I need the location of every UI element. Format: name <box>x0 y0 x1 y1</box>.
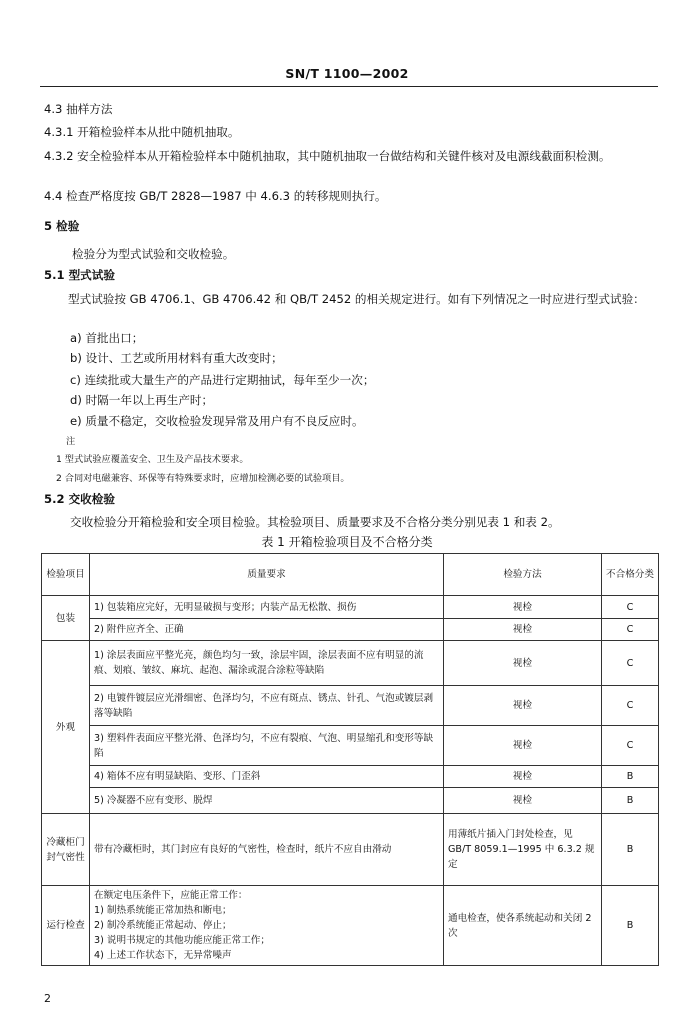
table-row <box>42 886 659 966</box>
list-item-a: a) 首批出口； <box>70 331 144 345</box>
list-item-d: d) 时隔一年以上再生产时； <box>70 393 214 407</box>
list-item-c: c) 连续批或大量生产的产品进行定期抽试，每年至少一次； <box>70 373 375 387</box>
table-row <box>42 814 659 886</box>
header-item: 检验项目 <box>42 554 90 596</box>
item-appearance: 外观 <box>42 641 90 814</box>
operation-line: 2) 制冷系统能正常起动、停止； <box>94 920 232 931</box>
class-cell: C <box>602 726 659 766</box>
note-label: 注 <box>66 436 76 447</box>
requirement-cell <box>90 886 444 966</box>
requirement-cell: 2) 附件应齐全、正确 <box>90 619 444 641</box>
table-row <box>42 641 659 686</box>
clause-5-2-text: 交收检验分开箱检验和安全项目检验。其检验项目、质量要求及不合格分类分别见表 1 和表 2。 <box>70 515 560 529</box>
table-row <box>42 766 659 788</box>
header-requirement: 质量要求 <box>90 554 444 596</box>
list-item-e: e) 质量不稳定，交收检验发现异常及用户有不良反应时。 <box>70 414 364 428</box>
section-5-heading: 5 检验 <box>44 219 80 233</box>
list-item-b: b) 设计、工艺或所用材料有重大改变时； <box>70 351 283 365</box>
table-1 <box>41 553 659 966</box>
method-cell: 视检 <box>444 619 602 641</box>
table-row <box>42 596 659 619</box>
class-cell: C <box>602 619 659 641</box>
table-row <box>42 686 659 726</box>
table-1-caption: 表 1 开箱检验项目及不合格分类 <box>261 535 433 549</box>
method-cell: 视检 <box>444 788 602 814</box>
class-cell: C <box>602 641 659 686</box>
method-cell: 用薄纸片插入门封处检查，见 GB/T 8059.1—1995 中 6.3.2 规定 <box>444 814 602 886</box>
requirement-cell: 1) 包装箱应完好，无明显破损与变形；内装产品无松散、损伤 <box>90 596 444 619</box>
operation-line: 3) 说明书规定的其他功能应能正常工作； <box>94 935 270 946</box>
method-cell: 视检 <box>444 596 602 619</box>
requirement-cell: 3) 塑料件表面应平整光滑、色泽均匀，不应有裂痕、气泡、明显缩孔和变形等缺陷 <box>90 726 444 766</box>
header-method: 检验方法 <box>444 554 602 596</box>
note-2: 2 合同对电磁兼容、环保等有特殊要求时，应增加检测必要的试验项目。 <box>56 473 350 484</box>
item-packing: 包装 <box>42 596 90 641</box>
table-row <box>42 788 659 814</box>
method-cell: 视检 <box>444 686 602 726</box>
class-cell: B <box>602 886 659 966</box>
header-class: 不合格分类 <box>602 554 659 596</box>
class-cell: C <box>602 596 659 619</box>
clause-5-2-heading: 5.2 交收检验 <box>44 492 115 506</box>
operation-line: 4) 上述工作状态下，无异常噪声 <box>94 950 232 961</box>
method-cell: 视检 <box>444 726 602 766</box>
class-cell: B <box>602 766 659 788</box>
clause-4-4: 4.4 检查严格度按 GB/T 2828—1987 中 4.6.3 的转移规则执行。 <box>44 189 387 203</box>
section-5-intro: 检验分为型式试验和交收检验。 <box>72 247 235 261</box>
operation-line: 在额定电压条件下，应能正常工作： <box>94 890 248 901</box>
method-cell: 视检 <box>444 766 602 788</box>
clause-5-1-heading: 5.1 型式试验 <box>44 268 115 282</box>
item-door-seal: 冷藏柜门封气密性 <box>42 814 90 886</box>
operation-line: 1) 制热系统能正常加热和断电； <box>94 905 232 916</box>
clause-4-3-1: 4.3.1 开箱检验样本从批中随机抽取。 <box>44 125 240 139</box>
page-number: 2 <box>44 992 51 1005</box>
clause-4-3-heading: 4.3 抽样方法 <box>44 102 113 116</box>
table-row <box>42 726 659 766</box>
class-cell: B <box>602 788 659 814</box>
note-1: 1 型式试验应覆盖安全、卫生及产品技术要求。 <box>56 454 249 465</box>
header-rule <box>40 86 658 87</box>
clause-5-1-text: 型式试验按 GB 4706.1、GB 4706.42 和 QB/T 2452 的相关规定进行。如有下列情况之一时应进行型式试验： <box>68 292 645 306</box>
requirement-cell: 1) 涂层表面应平整光亮，颜色均匀一致，涂层牢固，涂层表面不应有明显的流痕、划痕、皱纹、麻坑、起泡、漏涂或混合涂粒等缺陷 <box>90 641 444 686</box>
item-operation: 运行检查 <box>42 886 90 966</box>
requirement-cell: 2) 电镀件镀层应光滑细密、色泽均匀，不应有斑点、锈点、针孔、气泡或镀层剥落等缺陷 <box>90 686 444 726</box>
table-row <box>42 619 659 641</box>
table-header-row <box>42 554 659 596</box>
class-cell: C <box>602 686 659 726</box>
requirement-cell: 5) 冷凝器不应有变形、脱焊 <box>90 788 444 814</box>
method-cell: 通电检查，使各系统起动和关闭 2 次 <box>444 886 602 966</box>
method-cell: 视检 <box>444 641 602 686</box>
class-cell: B <box>602 814 659 886</box>
requirement-cell: 带有冷藏柜时，其门封应有良好的气密性，检查时，纸片不应自由滑动 <box>90 814 444 886</box>
requirement-cell: 4) 箱体不应有明显缺陷、变形、门歪斜 <box>90 766 444 788</box>
clause-4-3-2: 4.3.2 安全检验样本从开箱检验样本中随机抽取，其中随机抽取一台做结构和关键件核对及电源线截面积检测。 <box>44 149 611 163</box>
standard-number-header: SN/T 1100—2002 <box>285 66 409 81</box>
